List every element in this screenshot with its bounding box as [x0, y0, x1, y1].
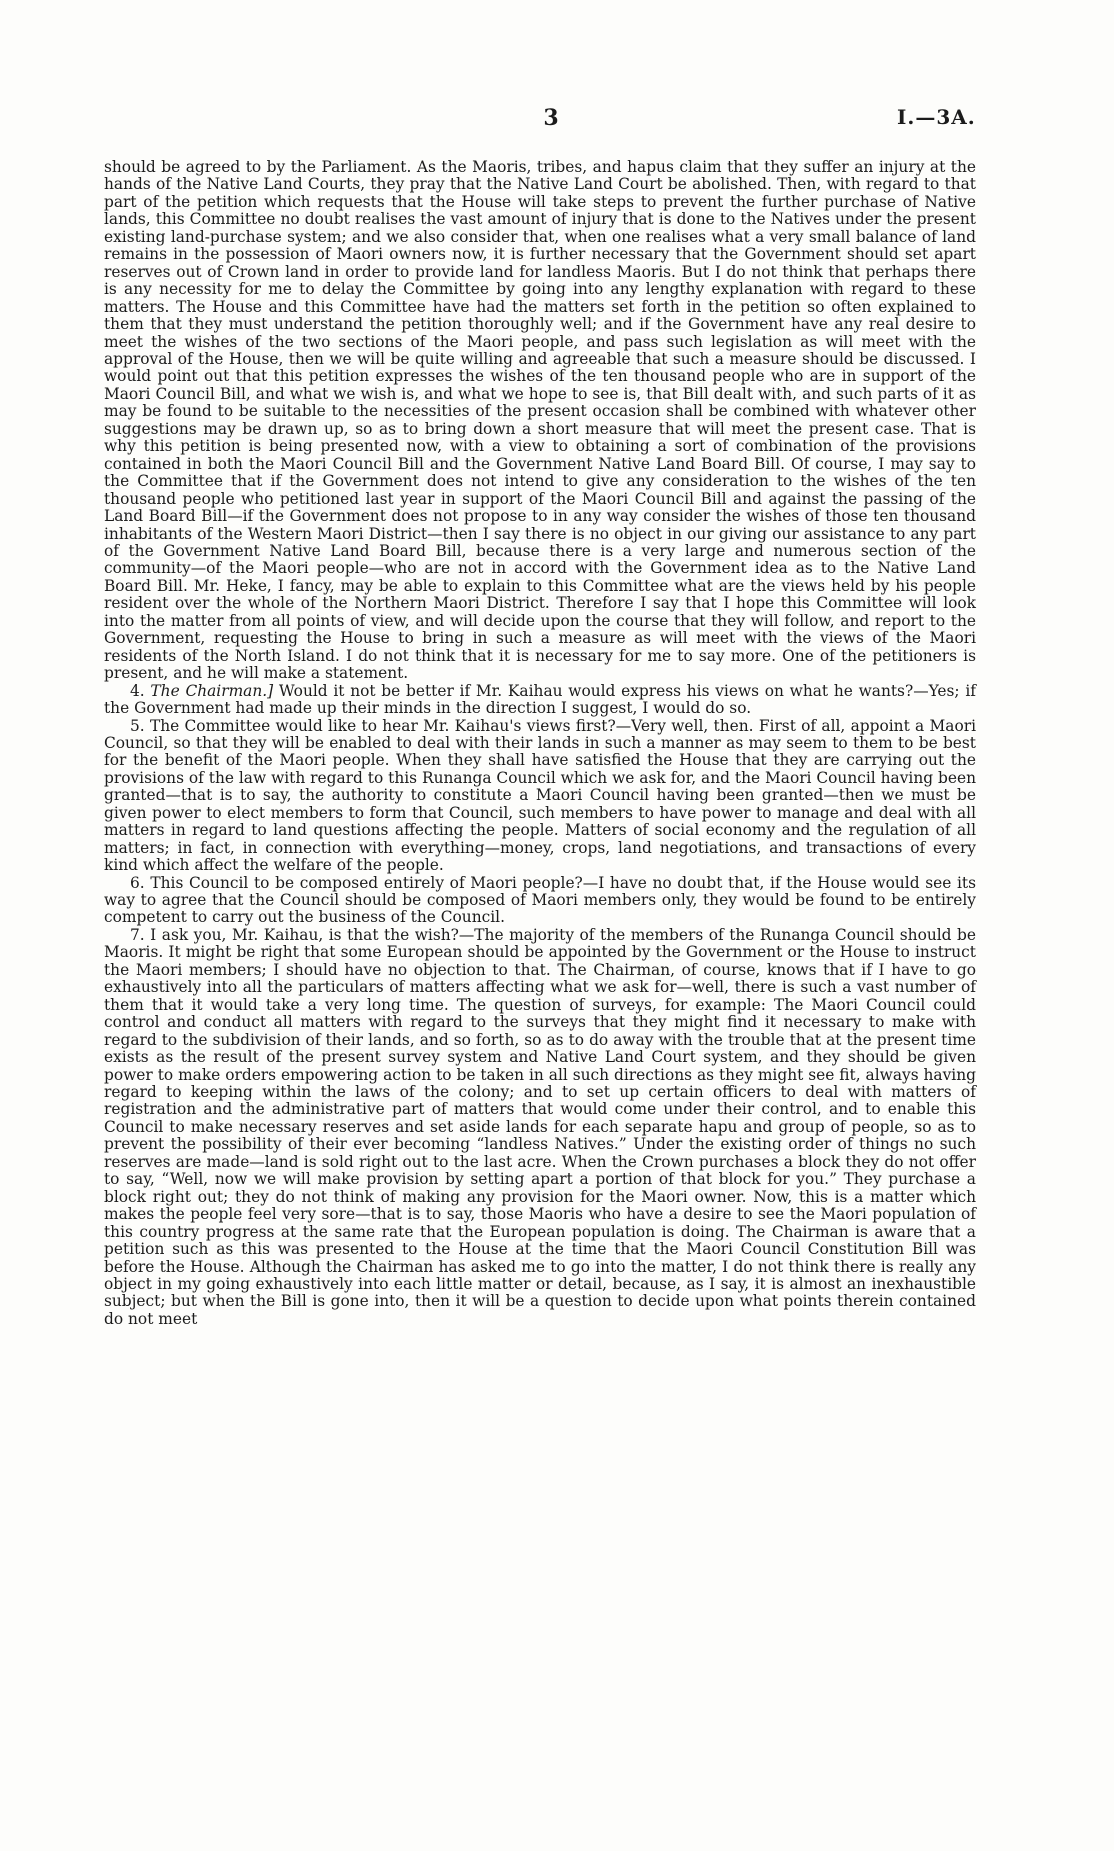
document-reference: I.—3A. — [897, 105, 976, 129]
paragraph-question-6: 6. This Council to be composed entirely of Maori people?—I have no doubt that, if the House would see its way to agree that the Council should be composed of Maori members only, they would be found to be entirely competent to carry out the business of the Council. — [104, 873, 976, 927]
body-text — [104, 159, 976, 1328]
speaker-label: The Chairman.] — [150, 681, 274, 700]
paragraph-question-5: 5. The Committee would like to hear Mr. Kaihau's views first?—Very well, then. First of all, appoint a Maori Council, so that they will be enabled to deal with their lands in such a manner as may seem to them to be best for the benefit of the Maori people. When they shall have satisfied the House that they are carrying out the provisions of the law with regard to this Runanga Council which we ask for, and the Maori Council having been granted—that is to say, the authority to constitute a Maori Council having been granted—then we must be given power to elect members to form that Council, such members to have power to manage and deal with all matters in regard to land questions affecting the people. Matters of social economy and the regulation of all matters; in fact, in connection with everything—money, crops, land negotiations, and transactions of every kind which affect the welfare of the people. — [104, 716, 976, 875]
question-text: Would it not be better if Mr. Kaihau would express his views on what he wants?—Yes; if the Government had made up their minds in the direction I suggest, I would do so. — [104, 681, 976, 718]
paragraph-question-4 — [104, 683, 976, 718]
page-number: 3 — [543, 105, 559, 131]
question-number: 4. — [130, 681, 145, 700]
paragraph-question-7: 7. I ask you, Mr. Kaihau, is that the wish?—The majority of the members of the Runanga Council should be Maoris. It might be right that some European should be appointed by the Government or the House to instruct the Maori members; I should have no objection to that. The Chairman, of course, knows that if I have to go exhaustively into all the particulars of matters affecting what we ask for—well, there is such a vast number of them that it would take a very long time. The question of surveys, for example: The Maori Council could control and conduct all matters with regard to the surveys that they might find it necessary to make with regard to the subdivision of their lands, and so forth, so as to do away with the trouble that at the present time exists as the result of the present survey system and Native Land Court system, and they should be given power to make orders empowering action to be taken in all such directions as they might see fit, always having regard to keeping within the laws of the colony; and to set up certain officers to deal with matters of registration and the administrative part of matters that would come under their control, and to enable this Council to make necessary reserves and set aside lands for each separate hapu and group of people, so as to prevent the possibility of their ever becoming “landless Natives.” Under the existing order of things no such reserves are made—land is sold right out to the last acre. When the Crown purchases a block they do not offer to say, “Well, now we will make provision by setting apart a portion of that block for you.” They purchase a block right out; they do not think of making any provision for the Maori owner. Now, this is a matter which makes the people feel very sore—that is to say, those Maoris who have a desire to see the Maori population of this country progress at the same rate that the European population is doing. The Chairman is aware that a petition such as this was presented to the House at the time that the Maori Council Constitution Bill was before the House. Although the Chairman has asked me to go into the matter, I do not think there is really any object in my going exhaustively into each little matter or detail, because, as I say, it is almost an inexhaustible subject; but when the Bill is gone into, then it will be a question to decide upon what points therein contained do not meet — [104, 925, 976, 1328]
paragraph-1: should be agreed to by the Parliament. As the Maoris, tribes, and hapus claim that they suffer an injury at the hands of the Native Land Courts, they pray that the Native Land Court be abolished. Then, with regard to that part of the petition which requests that the House will take steps to prevent the further purchase of Native lands, this Committee no doubt realises the vast amount of injury that is done to the Natives under the present existing land-purchase system; and we also consider that, when one realises what a very small balance of land remains in the possession of Maori owners now, it is further necessary that the Government should set apart reserves out of Crown land in order to provide land for landless Maoris. But I do not think that perhaps there is any necessity for me to delay the Committee by going into any lengthy explanation with regard to these matters. The House and this Committee have had the matters set forth in the petition so often explained to them that they must understand the petition thoroughly well; and if the Government have any real desire to meet the wishes of the two sections of the Maori people, and pass such legislation as will meet with the approval of the House, then we will be quite willing and agreeable that such a measure should be discussed. I would point out that this petition expresses the wishes of the ten thousand people who are in support of the Maori Council Bill, and what we wish is, and what we hope to see is, that Bill dealt with, and such parts of it as may be found to be suitable to the necessities of the present occasion shall be combined with whatever other suggestions may be drawn up, so as to bring down a short measure that will meet the present case. That is why this petition is being presented now, with a view to obtaining a sort of combination of the provisions contained in both the Maori Council Bill and the Government Native Land Board Bill. Of course, I may say to the Committee that if the Government does not intend to give any consideration to the wishes of the ten thousand people who petitioned last year in support of the Maori Council Bill and against the passing of the Land Board Bill—if the Government does not propose to in any way consider the wishes of those ten thousand inhabitants of the Western Maori District—then I say there is no object in our giving our assistance to any part of the Government Native Land Board Bill, because there is a very large and numerous section of the community—of the Maori people—who are not in accord with the Government idea as to the Native Land Board Bill. Mr. Heke, I fancy, may be able to explain to this Committee what are the views held by his people resident over the whole of the Northern Maori District. Therefore I say that I hope this Committee will look into the matter from all points of view, and will decide upon the course that they will follow, and report to the Government, requesting the House to bring in such a measure as will meet with the views of the Maori residents of the North Island. I do not think that it is necessary for me to say more. One of the petitioners is present, and he will make a statement. — [104, 158, 976, 683]
